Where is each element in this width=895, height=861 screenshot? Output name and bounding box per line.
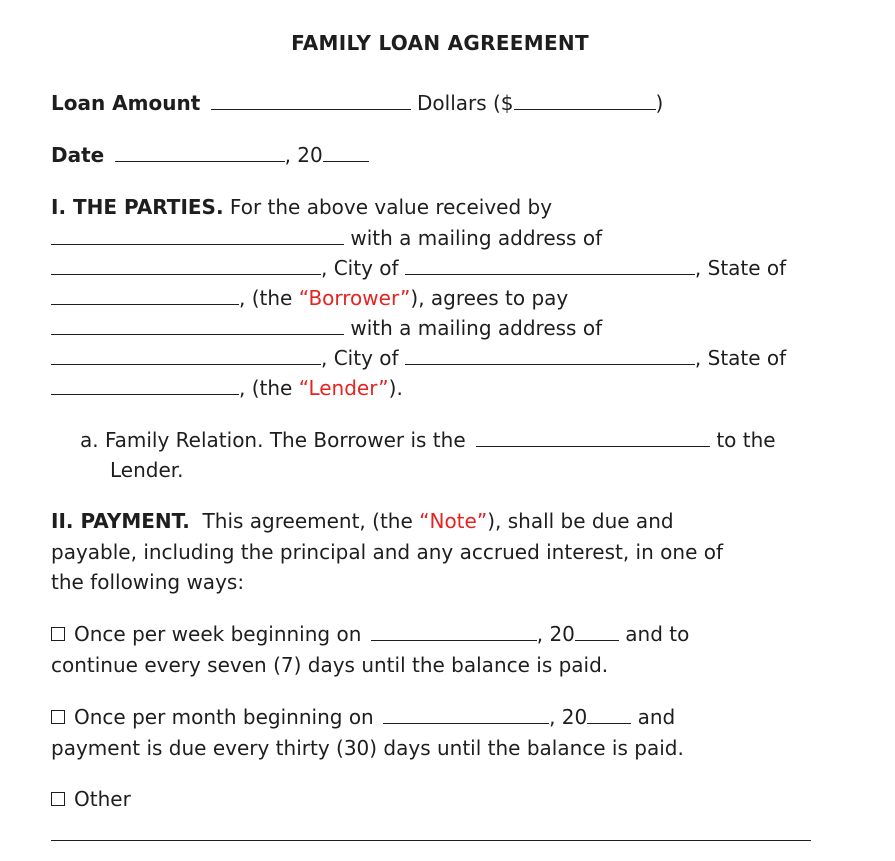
lender-mailing-label: with a mailing address of (350, 316, 603, 340)
weekly-line-2: continue every seven (7) days until the balance is paid. (51, 653, 609, 677)
note-term: “Note” (419, 509, 488, 533)
parties-line-5 (51, 313, 602, 343)
option-weekly-line-2 (51, 650, 608, 680)
loan-amount-number-blank[interactable] (514, 89, 656, 110)
weekly-tail: and to (625, 622, 690, 646)
other-checkbox[interactable] (51, 792, 65, 806)
date-line (51, 140, 369, 170)
borrower-city-blank[interactable] (405, 254, 695, 275)
other-label: Other (74, 787, 131, 811)
parties-heading: I. THE PARTIES. (51, 195, 224, 219)
relation-line-2 (110, 455, 184, 485)
relation-to: to the (716, 428, 776, 452)
borrower-state-blank[interactable] (51, 284, 239, 305)
parties-line-1 (51, 192, 552, 222)
dollars-label: Dollars ($ (417, 91, 514, 115)
relation-line-1 (80, 425, 776, 455)
borrower-state-label: , State of (694, 256, 787, 280)
payment-line-3 (51, 567, 244, 597)
monthly-year-blank[interactable] (587, 703, 631, 724)
weekly-label: Once per week beginning on (74, 622, 362, 646)
other-blank[interactable] (51, 840, 811, 841)
parties-line-2 (51, 223, 602, 253)
lender-name-blank[interactable] (51, 314, 344, 335)
agrees-label: ), agrees to pay (410, 286, 569, 310)
payment-line-2 (51, 537, 723, 567)
lender-state-label: , State of (694, 346, 787, 370)
lender-the-label: , (the (239, 376, 299, 400)
relation-lender: Lender. (110, 458, 184, 482)
borrower-address-blank[interactable] (51, 254, 321, 275)
loan-amount-line (51, 88, 663, 118)
loan-amount-label: Loan Amount (51, 91, 201, 115)
payment-line-1 (51, 506, 674, 536)
borrower-the-label: , (the (239, 286, 299, 310)
monthly-date-blank[interactable] (383, 703, 549, 724)
document-title: FAMILY LOAN AGREEMENT (291, 31, 589, 55)
loan-amount-words-blank[interactable] (211, 89, 411, 110)
lender-city-blank[interactable] (405, 344, 695, 365)
weekly-date-blank[interactable] (371, 620, 537, 641)
lender-city-label: , City of (321, 346, 399, 370)
dollars-close: ) (655, 91, 664, 115)
lender-close: ). (388, 376, 403, 400)
weekly-year-blank[interactable] (575, 620, 619, 641)
borrower-mailing-label: with a mailing address of (350, 226, 603, 250)
date-label: Date (51, 143, 105, 167)
parties-line-3 (51, 253, 786, 283)
weekly-checkbox[interactable] (51, 627, 65, 641)
weekly-year-prefix: , 20 (536, 622, 575, 646)
relation-blank[interactable] (476, 426, 710, 447)
monthly-checkbox[interactable] (51, 710, 65, 724)
option-other-line (51, 784, 131, 814)
monthly-label: Once per month beginning on (74, 705, 374, 729)
parties-line-6 (51, 343, 786, 373)
parties-line-4 (51, 283, 568, 313)
payment-text-1a: This agreement, (the (202, 509, 420, 533)
parties-intro: For the above value received by (229, 195, 553, 219)
monthly-tail: and (637, 705, 676, 729)
date-year-blank[interactable] (323, 141, 369, 162)
date-blank[interactable] (115, 141, 285, 162)
option-monthly-line-1 (51, 702, 675, 732)
payment-text-1b: ), shall be due and (487, 509, 674, 533)
date-year-prefix: , 20 (284, 143, 323, 167)
option-monthly-line-2 (51, 733, 684, 763)
lender-address-blank[interactable] (51, 344, 321, 365)
lender-state-blank[interactable] (51, 374, 239, 395)
borrower-name-blank[interactable] (51, 224, 344, 245)
relation-label: a. Family Relation. The Borrower is the (80, 428, 466, 452)
payment-text-3: the following ways: (51, 570, 245, 594)
borrower-term: “Borrower” (298, 286, 411, 310)
payment-heading: II. PAYMENT. (51, 509, 190, 533)
lender-term: “Lender” (298, 376, 389, 400)
monthly-line-2: payment is due every thirty (30) days until the balance is paid. (51, 736, 684, 760)
parties-line-7 (51, 373, 403, 403)
borrower-city-label: , City of (321, 256, 399, 280)
option-weekly-line-1 (51, 619, 689, 649)
monthly-year-prefix: , 20 (549, 705, 588, 729)
payment-text-2: payable, including the principal and any accrued interest, in one of (51, 540, 724, 564)
